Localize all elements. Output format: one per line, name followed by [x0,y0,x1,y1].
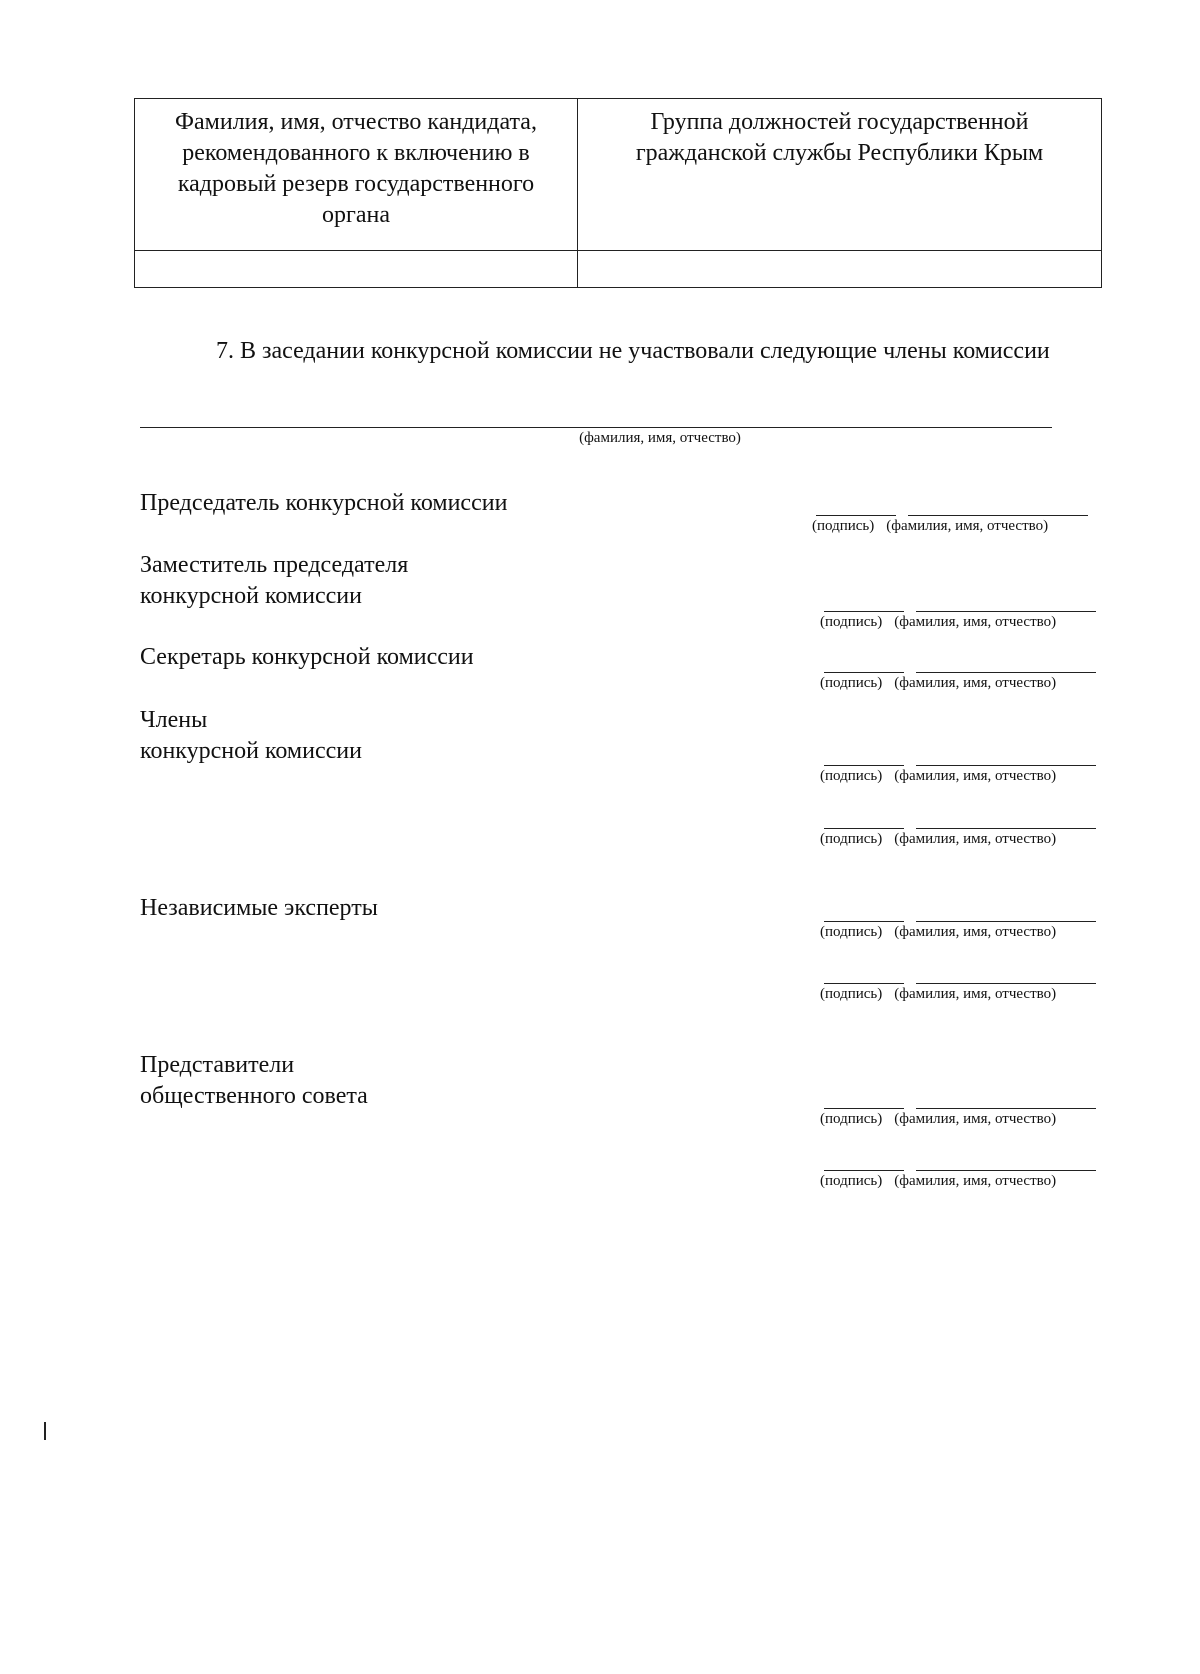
role-experts: Независимые эксперты [140,895,378,921]
role-deputy-chairman [140,550,600,612]
table-row [135,251,1102,288]
reserve-table [134,98,1102,288]
signature-block [820,1108,1110,1134]
table-header-row [135,99,1102,251]
name-caption: (фамилия, имя, отчество) [894,1173,1057,1189]
signature-block [812,515,1102,541]
signature-line [824,611,904,612]
signature-caption: (подпись) [820,768,883,784]
role-members [140,705,600,767]
signature-line [824,1108,904,1109]
signature-line [824,828,904,829]
role-representatives-line2: общественного совета [140,1083,368,1109]
name-line [908,515,1088,516]
signature-caption: (подпись) [820,614,883,630]
name-caption: (фамилия, имя, отчество) [886,518,1049,534]
name-line [916,1170,1096,1171]
signature-line [824,672,904,673]
item-7-paragraph [140,336,1102,367]
table-cell-group [578,251,1102,288]
name-line [916,765,1096,766]
signature-line [824,983,904,984]
signature-block [820,921,1110,947]
signature-line [824,921,904,922]
role-deputy-line1: Заместитель председателя [140,552,409,578]
role-members-line2: конкурсной комиссии [140,738,362,764]
name-caption: (фамилия, имя, отчество) [894,614,1057,630]
signature-block [820,611,1110,637]
role-chairman: Председатель конкурсной комиссии [140,490,508,516]
header-group: Группа должностей государственной гражданской службы Республики Крым [578,99,1102,251]
name-line [916,983,1096,984]
signature-block [820,1170,1110,1196]
name-line [916,921,1096,922]
absent-members-line [140,427,1052,428]
signature-block [820,828,1110,854]
name-line [916,1108,1096,1109]
role-representatives-line1: Представители [140,1052,295,1078]
scan-margin-mark [44,1422,46,1440]
name-caption: (фамилия, имя, отчество) [894,924,1057,940]
signature-caption: (подпись) [812,518,875,534]
name-caption: (фамилия, имя, отчество) [894,768,1057,784]
name-line [916,611,1096,612]
signature-caption: (подпись) [820,675,883,691]
table-cell-candidate [135,251,578,288]
name-line [916,672,1096,673]
role-members-line1: Члены [140,707,208,733]
absent-members-caption: (фамилия, имя, отчество) [579,430,741,446]
signature-caption: (подпись) [820,1173,883,1189]
name-caption: (фамилия, имя, отчество) [894,831,1057,847]
signature-caption: (подпись) [820,831,883,847]
name-caption: (фамилия, имя, отчество) [894,986,1057,1002]
signature-block [820,765,1110,791]
signature-line [824,1170,904,1171]
role-representatives [140,1050,600,1112]
signature-block [820,983,1110,1009]
item-7-text: 7. В заседании конкурсной комиссии не участвовали следующие члены комиссии [216,338,1050,364]
role-deputy-line2: конкурсной комиссии [140,583,362,609]
name-caption: (фамилия, имя, отчество) [894,675,1057,691]
signature-caption: (подпись) [820,986,883,1002]
role-secretary: Секретарь конкурсной комиссии [140,644,474,670]
signature-caption: (подпись) [820,1111,883,1127]
signature-caption: (подпись) [820,924,883,940]
name-caption: (фамилия, имя, отчество) [894,1111,1057,1127]
header-candidate: Фамилия, имя, отчество кандидата, рекомендованного к включению в кадровый резерв государственного органа [135,99,578,251]
signature-line [816,515,896,516]
name-line [916,828,1096,829]
signature-line [824,765,904,766]
signature-block [820,672,1110,698]
